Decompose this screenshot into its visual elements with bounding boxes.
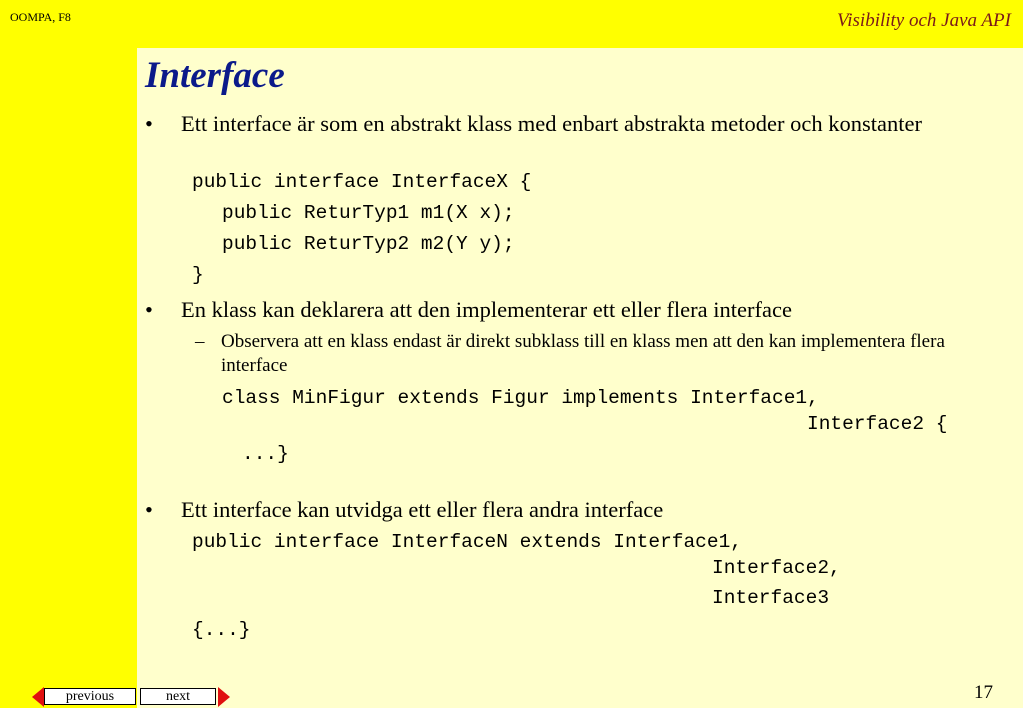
bullet-mark: • [145,497,153,522]
previous-button[interactable]: previous [44,688,136,705]
bullet-text: En klass kan deklarera att den implementerar ett eller flera interface [181,297,792,322]
course-label: OOMPA, F8 [10,10,71,24]
slide-title: Interface [145,55,285,96]
sub-bullet-item [195,330,975,378]
header-title: Visibility och Java API [837,10,1011,31]
next-button[interactable]: next [140,688,216,705]
code-line: {...} [192,619,251,641]
next-arrow-icon[interactable] [218,687,230,707]
code-line: public interface InterfaceN extends Interface1, [192,531,742,553]
code-line: public ReturTyp1 m1(X x); [222,202,515,224]
code-line: Interface3 [712,587,830,609]
bullet-item [145,296,995,324]
code-line: public interface InterfaceX { [192,171,532,193]
bullet-mark: • [145,111,153,136]
slide-content [137,48,1023,708]
bullet-item [145,496,995,524]
code-line: Interface2, [712,557,841,579]
code-line: } [192,264,204,286]
previous-arrow-icon[interactable] [32,687,44,707]
bullet-text: Ett interface är som en abstrakt klass med enbart abstrakta metoder och konstanter [181,111,922,136]
code-line: ...} [242,443,289,465]
sub-bullet-text: Observera att en klass endast är direkt subklass till en klass men att den kan implementera flera interface [221,331,945,376]
code-line: class MinFigur extends Figur implements Interface1, [222,387,819,409]
bullet-item [145,110,995,166]
code-line: Interface2 { [807,413,948,435]
bullet-mark: • [145,297,153,322]
bullet-text: Ett interface kan utvidga ett eller flera andra interface [181,497,664,522]
code-line: public ReturTyp2 m2(Y y); [222,233,515,255]
dash-mark: – [195,331,205,352]
page-number: 17 [974,682,993,703]
